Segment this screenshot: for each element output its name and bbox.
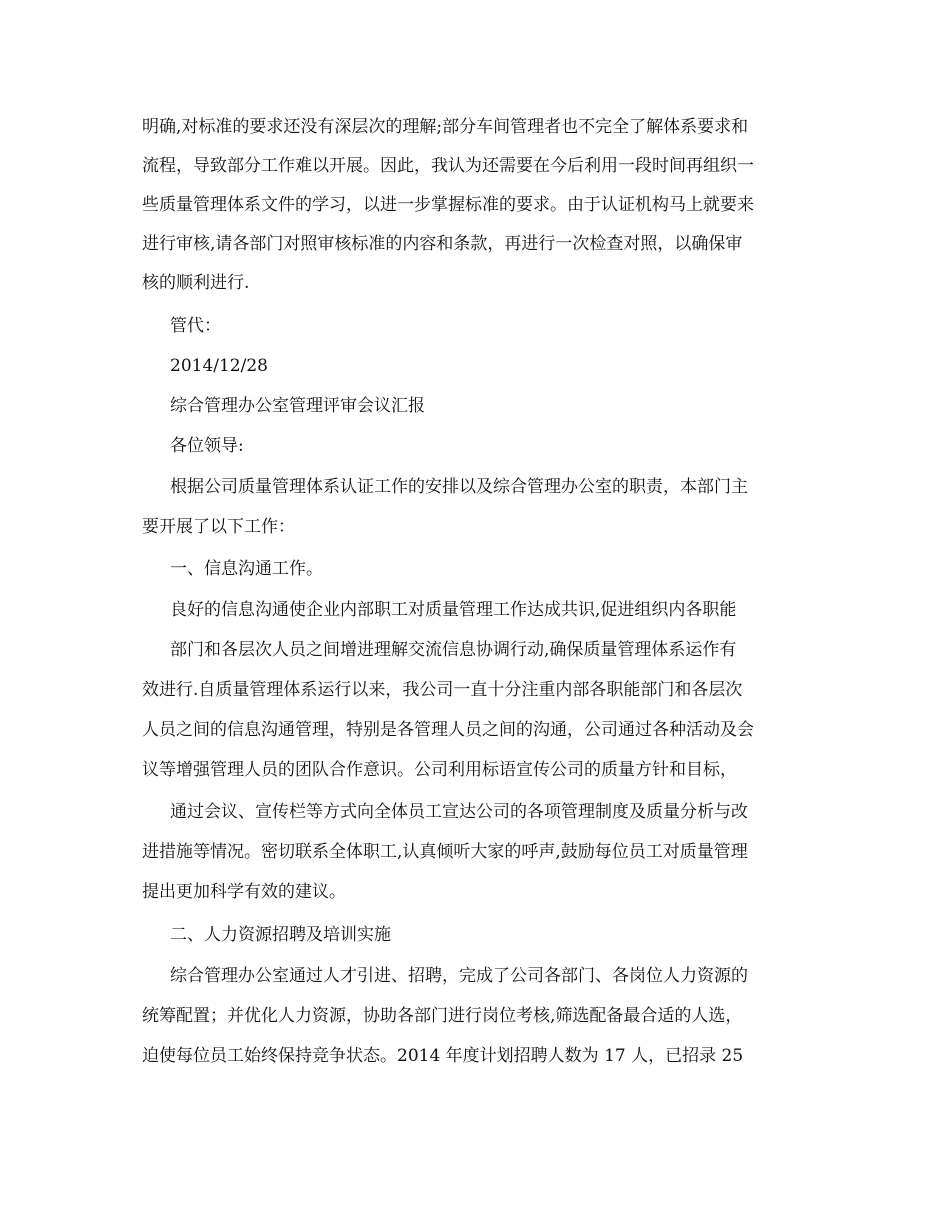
section-heading: 一、信息沟通工作。 [170,559,323,579]
body-text-line: 部门和各层次人员之间增进理解交流信息协调行动,确保质量管理体系运作有 [170,640,737,660]
body-text-line: 人员之间的信息沟通管理，特别是各管理人员之间的沟通，公司通过各种活动及会 [142,720,754,740]
signature-label: 管代： [170,316,221,336]
body-text-line: 迫使每位员工始终保持竞争状态。2014 年度计划招聘人数为 17 人，已招录 25 [142,1046,744,1066]
body-text-line: 议等增强管理人员的团队合作意识。公司利用标语宣传公司的质量方针和目标， [142,760,737,780]
body-text-line: 综合管理办公室通过人才引进、招聘，完成了公司各部门、各岗位人力资源的 [170,966,748,986]
body-text-line: 通过会议、宣传栏等方式向全体员工宣达公司的各项管理制度及质量分析与改 [170,802,748,822]
body-text-line: 些质量管理体系文件的学习，以进一步掌握标准的要求。由于认证机构马上就要来 [142,195,754,215]
body-text-line: 效进行.自质量管理体系运行以来，我公司一直十分注重内部各职能部门和各层次 [142,680,743,700]
body-text-line: 良好的信息沟通使企业内部职工对质量管理工作达成共识,促进组织内各职能 [170,600,737,620]
salutation: 各位领导: [170,436,244,456]
body-text-line: 根据公司质量管理体系认证工作的安排以及综合管理办公室的职责，本部门主 [170,477,748,497]
body-text-line: 要开展了以下工作： [142,517,295,537]
report-title: 综合管理办公室管理评审会议汇报 [170,396,425,416]
document-date: 2014/12/28 [170,356,268,376]
body-text-line: 进行审核,请各部门对照审核标准的内容和条款，再进行一次检查对照，以确保审 [142,234,743,254]
body-text-line: 流程，导致部分工作难以开展。因此，我认为还需要在今后利用一段时间再组织一 [142,156,754,176]
body-text-line: 核的顺利进行. [142,273,250,293]
body-text-line: 统筹配置；并优化人力资源，协助各部门进行岗位考核,筛选配备最合适的人选， [142,1006,743,1026]
body-text-line: 提出更加科学有效的建议。 [142,882,346,902]
body-text-line: 进措施等情况。密切联系全体职工,认真倾听大家的呼声,鼓励每位员工对质量管理 [142,842,748,862]
section-heading: 二、人力资源招聘及培训实施 [170,925,391,945]
body-text-line: 明确,对标准的要求还没有深层次的理解;部分车间管理者也不完全了解体系要求和 [142,117,749,137]
